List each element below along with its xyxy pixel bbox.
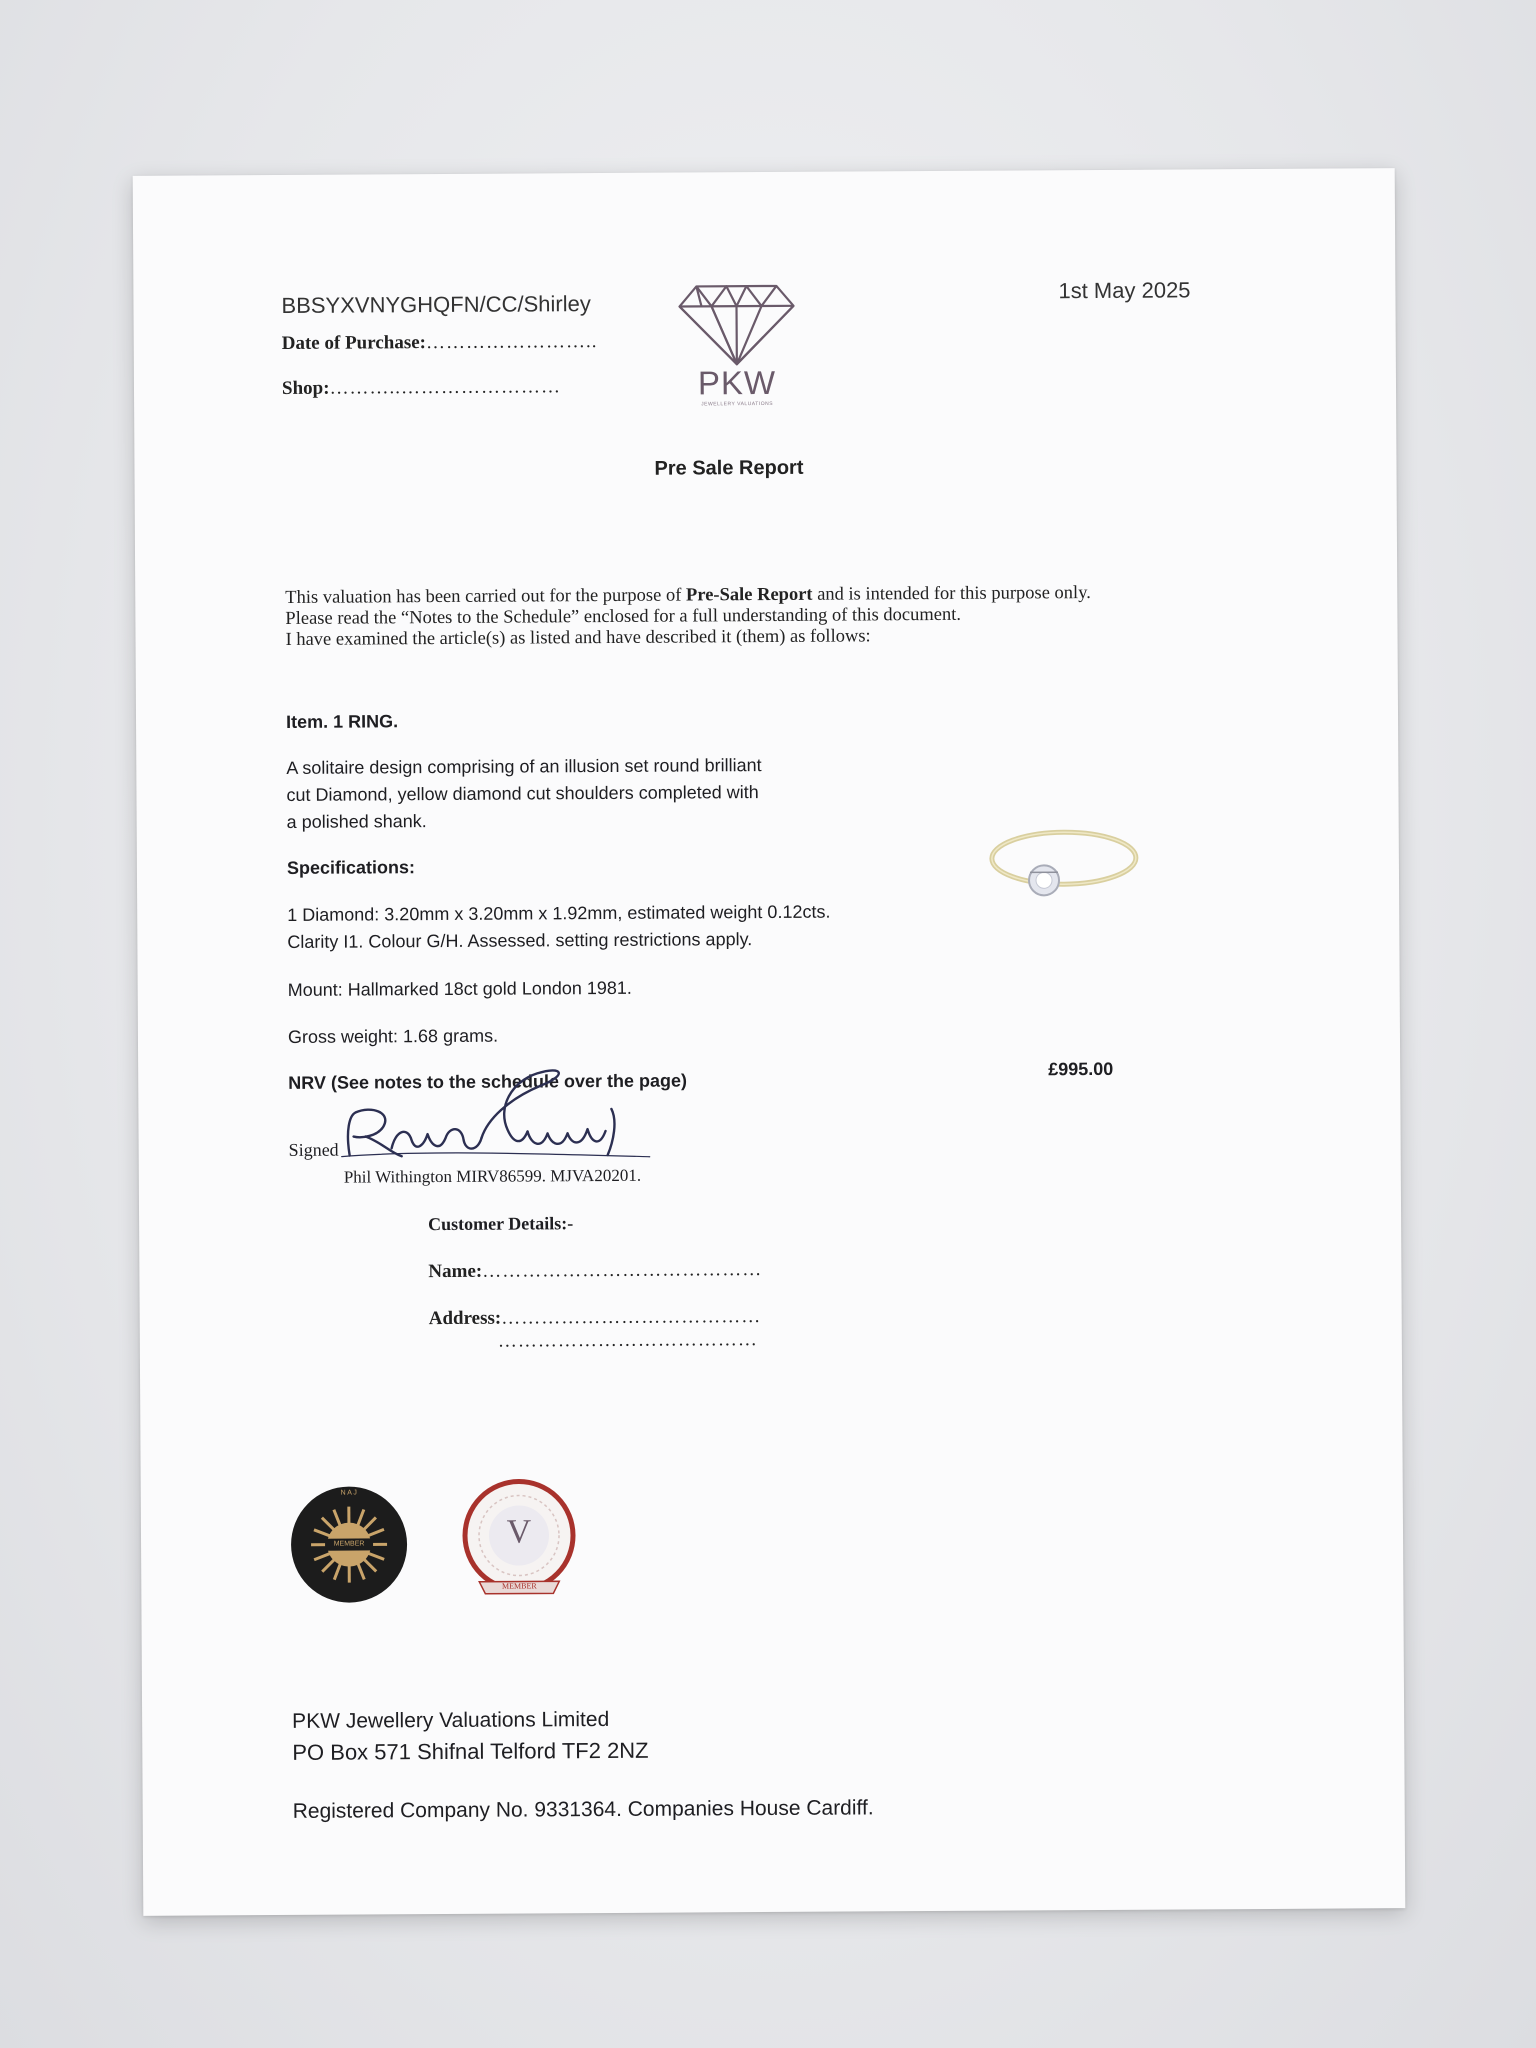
date-of-purchase-label: Date of Purchase:: [281, 332, 427, 354]
jva-letter: V: [506, 1513, 532, 1551]
description-line-3: a polished shank.: [286, 811, 427, 832]
item-description: [286, 752, 846, 836]
company-line-1: PKW Jewellery Valuations Limited: [292, 1707, 610, 1733]
diamond-specification: [287, 899, 831, 956]
handwritten-signature: [331, 1059, 662, 1171]
shop-label: Shop:: [281, 377, 330, 399]
description-line-1: A solitaire design comprising of an illusion set round brilliant: [286, 755, 762, 778]
intro-line-3: I have examined the article(s) as listed and have described it (them) as follows:: [285, 626, 871, 650]
intro-line-1-bold: Pre-Sale Report: [685, 584, 813, 606]
company-line-2: Registered Company No. 9331364. Companies House Cardiff.: [292, 1796, 874, 1823]
valuer-name: Phil Withington MIRV86599. MJVA20201.: [343, 1165, 642, 1187]
customer-name-label: Name:: [428, 1260, 483, 1283]
specifications-heading: Specifications:: [286, 857, 416, 878]
nrv-label: NRV (See notes to the schedule over the page): [288, 1070, 688, 1093]
diamond-line-1: 1 Diamond: 3.20mm x 3.20mm x 1.92mm, estimated weight 0.12cts.: [287, 901, 831, 925]
shop-row: [282, 376, 561, 400]
intro-line-1-pre: This valuation has been carried out for the purpose of: [285, 585, 687, 608]
date-of-purchase-row: [282, 331, 598, 355]
report-title: Pre Sale Report: [654, 456, 804, 480]
nrv-value: £995.00: [1048, 1058, 1114, 1080]
gross-weight: Gross weight: 1.68 grams.: [287, 1025, 499, 1047]
customer-details-heading: Customer Details:-: [428, 1213, 574, 1235]
signature-icon: [331, 1059, 662, 1171]
customer-address-row: [429, 1306, 762, 1330]
jva-member-badge: [457, 1477, 582, 1610]
pkw-logo: [671, 264, 802, 408]
report-date: 1st May 2025: [1058, 277, 1191, 304]
customer-address-dots: …………………………………: [501, 1306, 762, 1329]
naj-member-badge: [289, 1484, 410, 1605]
date-of-purchase-dots: ……………………..: [425, 331, 598, 354]
customer-name-dots: ……………………………………: [482, 1259, 763, 1282]
logo-wordmark: PKW: [697, 363, 777, 402]
customer-name-row: [428, 1259, 762, 1283]
customer-address-label: Address:: [428, 1307, 502, 1330]
ring-icon: [984, 810, 1145, 921]
item-heading: Item. 1 RING.: [285, 711, 399, 732]
customer-address-dots-line-2: …………………………………: [497, 1329, 758, 1352]
reference-code: BBSYXVNYGHQFN/CC/Shirley: [281, 291, 591, 318]
description-line-2: cut Diamond, yellow diamond cut shoulders completed with: [286, 782, 759, 805]
company-address: PO Box 571 Shifnal Telford TF2 2NZ: [292, 1737, 649, 1765]
naj-letters: N A J: [340, 1489, 357, 1497]
jva-member-text: MEMBER: [501, 1581, 537, 1591]
ring-photo: [984, 810, 1145, 921]
intro-line-2: Please read the “Notes to the Schedule” enclosed for a full understanding of this document.: [285, 604, 962, 629]
shop-dots: ………..……………………: [329, 376, 562, 399]
diamond-line-2: Clarity I1. Colour G/H. Assessed. setting restrictions apply.: [287, 929, 753, 952]
report-sheet: [133, 168, 1406, 1916]
mount-detail: Mount: Hallmarked 18ct gold London 1981.: [287, 977, 632, 1000]
logo-subtext: JEWELLERY VALUATIONS: [701, 400, 774, 408]
naj-member-text: MEMBER: [333, 1540, 365, 1548]
intro-paragraph: [285, 583, 1091, 651]
intro-line-1-post: and is intended for this purpose only.: [812, 583, 1091, 605]
signed-label: Signed: [288, 1139, 339, 1160]
